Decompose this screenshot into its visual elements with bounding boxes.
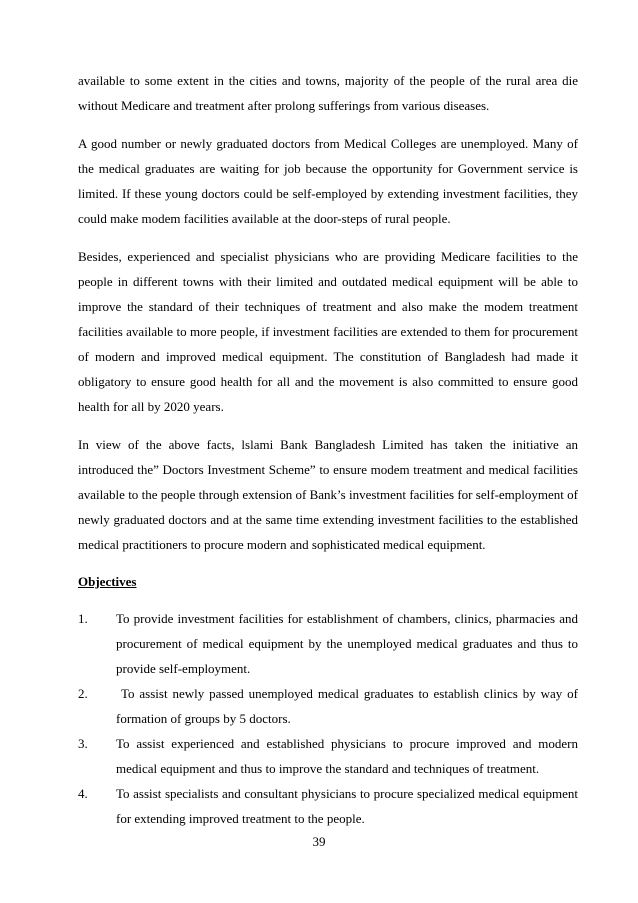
- objective-number: 3.: [78, 736, 88, 751]
- document-page: [78, 68, 578, 831]
- objective-text: To assist experienced and established physicians to procure improved and modern medical equipment and thus to improve the standard and techniques of treatment.: [116, 736, 578, 776]
- objective-number: 4.: [78, 786, 88, 801]
- objective-text: To assist specialists and consultant physicians to procure specialized medical equipment for extending improved treatment to the people.: [116, 786, 578, 826]
- page-number: 39: [312, 834, 326, 849]
- objective-item: [78, 781, 578, 831]
- objective-item: [78, 606, 578, 681]
- objective-text: To provide investment facilities for establishment of chambers, clinics, pharmacies and procurement of medical equipment by the unemployed medical graduates and thus to provide self-employment.: [116, 611, 578, 676]
- paragraph-specialist-physicians: Besides, experienced and specialist physicians who are providing Medicare facilities to the people in different towns with their limited and outdated medical equipment will be able to improve the standard of their techniques of treatment and also make the modem treatment facilities available to more people, if investment facilities are extended to them for procurement of modern and improved medical equipment. The constitution of Bangladesh had made it obligatory to ensure good health for all and the movement is also committed to ensure good health for all by 2020 years.: [78, 249, 578, 414]
- objective-number: 2.: [78, 686, 88, 701]
- paragraph-unemployed-graduates: A good number or newly graduated doctors from Medical Colleges are unemployed. Many of the medical graduates are waiting for job because the opportunity for Government service is limited. If these young doctors could be self-employed by extending investment facilities, they could make modem facilities available at the door-steps of rural people.: [78, 136, 578, 226]
- paragraph-rural-medicare: available to some extent in the cities and towns, majority of the people of the rural area die without Medicare and treatment after prolong sufferings from various diseases.: [78, 73, 578, 113]
- objective-item: [78, 731, 578, 781]
- objectives-heading: Objectives: [78, 574, 137, 589]
- paragraph-doctors-investment-scheme: In view of the above facts, lslami Bank Bangladesh Limited has taken the initiative an introduced the” Doctors Investment Scheme” to ensure modem treatment and medical facilities available to the people through extension of Bank’s investment facilities for self-employment of newly graduated doctors and at the same time extending investment facilities to the established medical practitioners to procure modern and sophisticated medical equipment.: [78, 437, 578, 552]
- objective-item: [78, 681, 578, 731]
- objective-number: 1.: [78, 611, 88, 626]
- objectives-list: [78, 606, 578, 831]
- objective-text: To assist newly passed unemployed medical graduates to establish clinics by way of formation of groups by 5 doctors.: [116, 686, 578, 726]
